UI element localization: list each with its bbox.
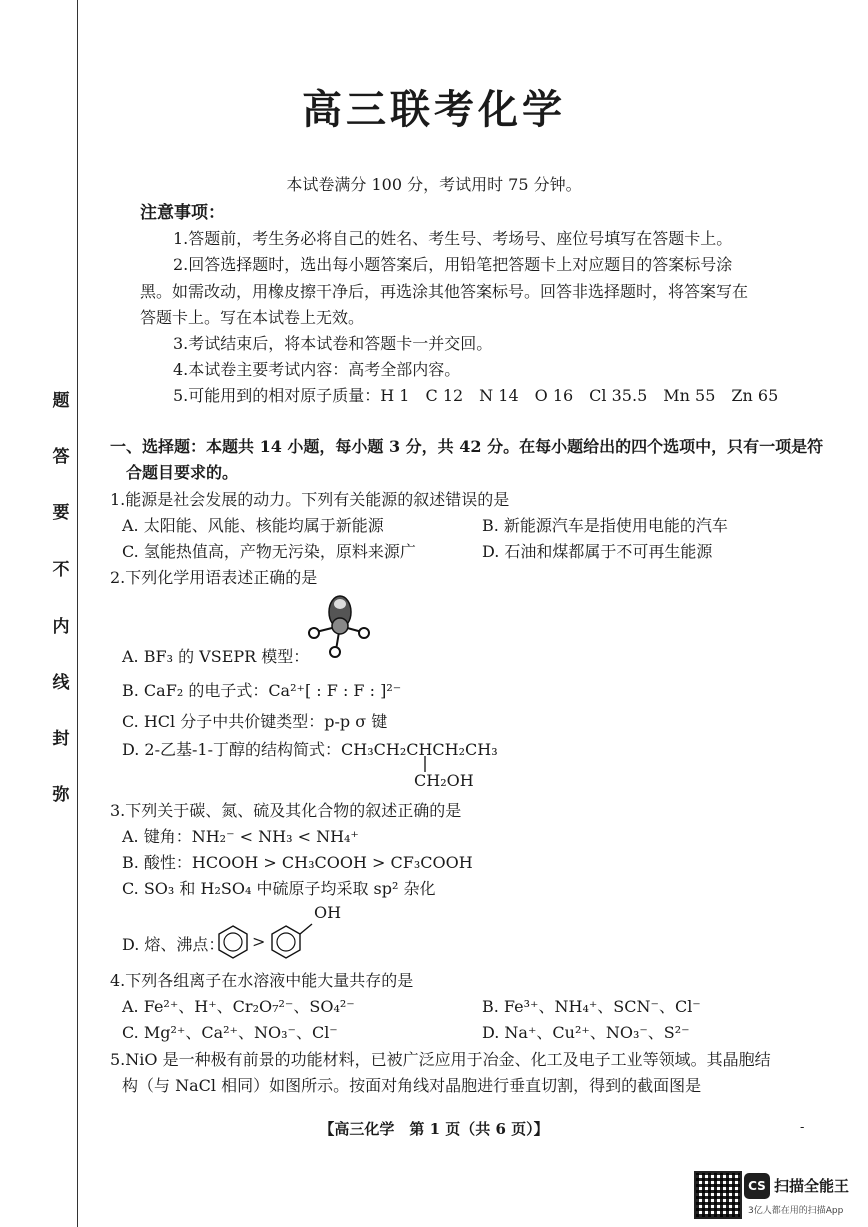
option-d: D. Na⁺、Cu²⁺、NO₃⁻、S²⁻ (482, 1023, 690, 1042)
binding-char: 要 (52, 503, 70, 523)
option-b: B. CaF₂ 的电子式：Ca²⁺[ : F : F : ]²⁻ (122, 681, 402, 700)
page-title: 高三联考化学 (302, 86, 566, 133)
greater-than: > (252, 932, 266, 951)
hydroxyl-label: OH (314, 903, 342, 922)
option-c: C. HCl 分子中共价键类型：p-p σ 键 (122, 712, 388, 731)
notice-item: 3.考试结束后，将本试卷和答题卡一并交回。 (173, 334, 493, 353)
page-footer: 【高三化学 第 1 页（共 6 页）】 (319, 1120, 549, 1138)
option-d: D. 石油和煤都属于不可再生能源 (482, 542, 713, 561)
notice-item: 2.回答选择题时，选出每小题答案后，用铅笔把答题卡上对应题目的答案标号涂 (173, 255, 733, 274)
notice-item: 5.可能用到的相对原子质量：H 1 C 12 N 14 O 16 Cl 35.5 Mn 55 Zn 65 (173, 386, 779, 405)
binding-char: 题 (52, 391, 70, 411)
phenol-structure (266, 920, 306, 960)
notice-item: 1.答题前，考生务必将自己的姓名、考生号、考场号、座位号填写在答题卡上。 (173, 229, 733, 248)
vsepr-model-figure (300, 590, 380, 660)
notice-item: 答题卡上。写在本试卷上无效。 (140, 308, 365, 327)
option-d: D. 熔、沸点： (122, 935, 225, 954)
notice-heading: 注意事项： (140, 203, 225, 223)
question-stem: 3.下列关于碳、氮、硫及其化合物的叙述正确的是 (110, 801, 462, 820)
binding-char: 封 (52, 729, 70, 749)
option-a: A. 太阳能、风能、核能均属于新能源 (122, 516, 384, 535)
notice-item: 黑。如需改动，用橡皮擦干净后，再选涂其他答案标号。回答非选择题时，将答案写在 (140, 282, 749, 301)
scanner-tagline: 3亿人都在用的扫描App (748, 1206, 844, 1216)
section-heading: 一、选择题：本题共 14 小题，每小题 3 分，共 42 分。在每小题给出的四个选项中，只有一项是符 (110, 437, 824, 456)
camscanner-logo: CS (744, 1173, 770, 1199)
section-heading: 合题目要求的。 (126, 463, 239, 482)
binding-char: 答 (52, 447, 70, 467)
binding-char: 不 (52, 560, 70, 580)
option-b: B. 新能源汽车是指使用电能的汽车 (482, 516, 728, 535)
benzene-structure (215, 924, 251, 960)
exam-info: 本试卷满分 100 分，考试用时 75 分钟。 (286, 175, 582, 194)
option-b: B. 酸性：HCOOH > CH₃COOH > CF₃COOH (122, 853, 473, 872)
question-stem: 构（与 NaCl 相同）如图所示。按面对角线对晶胞进行垂直切割，得到的截面图是 (122, 1076, 702, 1095)
scanner-app-name: 扫描全能王 (774, 1177, 850, 1195)
binding-char: 内 (52, 617, 70, 637)
question-stem: 1.能源是社会发展的动力。下列有关能源的叙述错误的是 (110, 490, 510, 509)
option-c: C. 氢能热值高，产物无污染，原料来源广 (122, 542, 416, 561)
notice-item: 4.本试卷主要考试内容：高考全部内容。 (173, 360, 461, 379)
option-d: D. 2-乙基-1-丁醇的结构简式：CH₃CH₂CHCH₂CH₃ (122, 740, 498, 759)
option-b: B. Fe³⁺、NH₄⁺、SCN⁻、Cl⁻ (482, 997, 701, 1016)
question-stem: 2.下列化学用语表述正确的是 (110, 568, 318, 587)
option-a: A. 键角：NH₂⁻ < NH₃ < NH₄⁺ (122, 827, 359, 846)
option-a: A. Fe²⁺、H⁺、Cr₂O₇²⁻、SO₄²⁻ (122, 997, 355, 1016)
footer-dash: - (800, 1120, 805, 1135)
question-stem: 5.NiO 是一种极有前景的功能材料，已被广泛应用于冶金、化工及电子工业等领域。其晶胞结 (110, 1050, 771, 1069)
option-c: C. SO₃ 和 H₂SO₄ 中硫原子均采取 sp² 杂化 (122, 879, 436, 898)
branch-group: CH₂OH (414, 771, 474, 790)
binding-char: 弥 (52, 785, 70, 805)
qr-code (694, 1171, 742, 1219)
question-stem: 4.下列各组离子在水溶液中能大量共存的是 (110, 971, 414, 990)
binding-char: 线 (52, 673, 70, 693)
option-a: A. BF₃ 的 VSEPR 模型： (122, 647, 310, 666)
option-c: C. Mg²⁺、Ca²⁺、NO₃⁻、Cl⁻ (122, 1023, 338, 1042)
